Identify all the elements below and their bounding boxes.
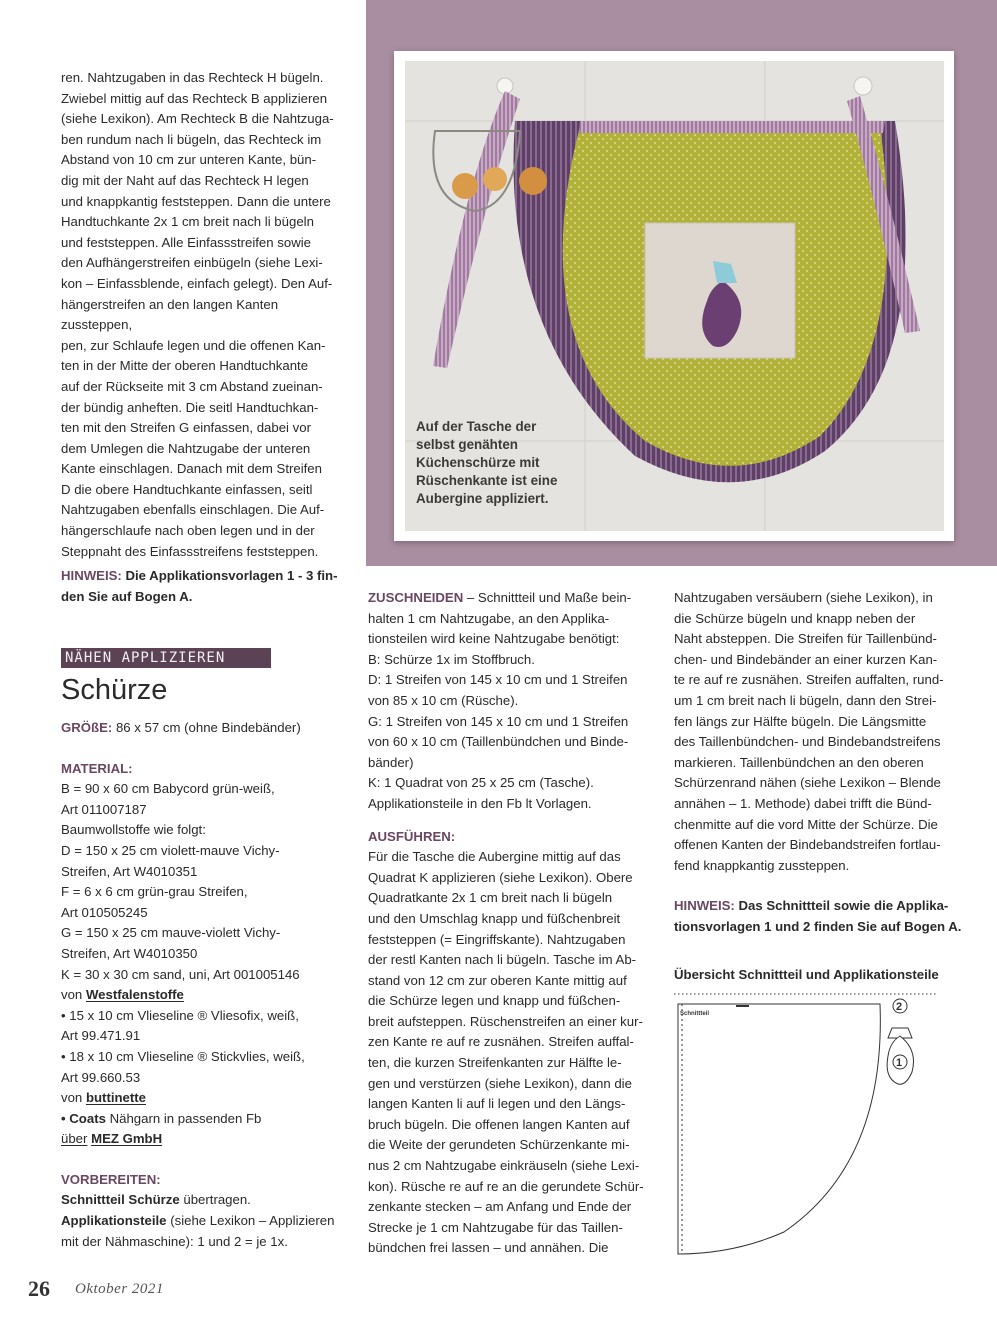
coats-brand: • Coats [61, 1110, 106, 1126]
zuschneiden-line-0: – Schnittteil und Maße bein- [466, 590, 632, 605]
right-column [674, 588, 964, 938]
hinweis-right-line2: tionsvorlagen 1 und 2 finden Sie auf Bogen A. [674, 918, 962, 934]
body-text-line: pen, zur Schlaufe legen und die offenen Kan- [61, 337, 326, 353]
zuschneiden-line: von 60 x 10 cm (Taillenbündchen und Binde- [368, 734, 629, 750]
ausfuehren-line: die Schürze legen und knapp und füßchen- [368, 993, 621, 1009]
zuschneiden-line: G: 1 Streifen von 145 x 10 cm und 1 Streifen [368, 713, 629, 729]
body-text-line: Naht absteppen. Die Streifen für Taillenbünd- [674, 631, 937, 647]
groesse-value: 86 x 57 cm (ohne Bindebänder) [115, 720, 301, 735]
material-line: K = 30 x 30 cm sand, uni, Art 001005146 [61, 966, 300, 982]
body-text-line: Zwiebel mittig auf das Rechteck B applizieren [61, 90, 328, 106]
body-text-line: um 1 cm breit nach li bügeln, dann den Strei- [674, 692, 937, 708]
zuschneiden-line: Applikationsteile in den Fb lt Vorlagen. [368, 795, 592, 811]
ausfuehren-line: langen Kanten li auf li legen und den Längs- [368, 1096, 626, 1112]
body-text-line: kon – Einfassblende, einfach gelegt). Den Auf- [61, 275, 333, 291]
material-line: Baumwollstoffe wie folgt: [61, 822, 206, 838]
ausfuehren-line: zenkante stecken – am Anfang und Ende der [368, 1199, 632, 1215]
hinweis-left-line1: Die Applikationsvorlagen 1 - 3 fin- [125, 568, 338, 583]
hinweis-left-label: HINWEIS: [61, 568, 122, 583]
body-text-line: den Aufhängerstreifen einbügeln (siehe Lexi- [61, 255, 323, 271]
ausfuehren-line: Für die Tasche die Aubergine mittig auf das [368, 849, 621, 865]
material-line: G = 150 x 25 cm mauve-violett Vichy- [61, 925, 281, 941]
body-text-line: fen längs zur Hälfte bügeln. Die Längsmitte [674, 713, 927, 729]
body-text-line: auf der Rückseite mit 3 cm Abstand zueinan- [61, 378, 323, 394]
material-label: MATERIAL: [61, 760, 133, 776]
body-text-line: Schürzenrand nähen (siehe Lexikon – Blende [674, 775, 941, 791]
issue-date: Oktober 2021 [75, 1281, 164, 1297]
vorbereiten-line3: mit der Nähmaschine): 1 und 2 = je 1x. [61, 1233, 288, 1249]
ausfuehren-line: kon). Rüsche re auf re an die gerundete Schür- [368, 1178, 644, 1194]
material-line: D = 150 x 25 cm violett-mauve Vichy- [61, 842, 280, 858]
body-text-line: chen- und Bindebänder an einer kurzen Kan- [674, 651, 938, 667]
ausfuehren-label: AUSFÜHREN: [368, 828, 456, 844]
body-text-line: ten mit den Streifen G einfassen, dabei vor [61, 420, 311, 436]
body-text-line: des Taillenbündchen- und Bindebandstreifens [674, 734, 941, 750]
body-text-line: Nahtzugaben ebenfalls einschlagen. Die Auf- [61, 502, 325, 518]
body-text-line: Handtuchkante 2x 1 cm breit nach li bügeln [61, 214, 314, 230]
ausfuehren-line: breit aufsteppen. Rüschenstreifen an einer kur- [368, 1013, 643, 1029]
material-line: Art 99.471.91 [61, 1028, 141, 1044]
page-title: Schürze [61, 674, 168, 706]
groesse-label: GRÖßE: [61, 720, 113, 735]
body-text-line: annähen – 1. Methode) dabei trifft die Bünd- [674, 795, 932, 811]
zuschneiden-line: tionsteilen wird keine Nahtzugabe benötigt: [368, 631, 620, 647]
section-kicker: NÄHEN APPLIZIEREN [61, 648, 271, 668]
body-text-line: ten in der Mitte der oberen Handtuchkante [61, 358, 309, 374]
material-line: Art 010505245 [61, 904, 148, 920]
material-line: Streifen, Art W4010350 [61, 945, 198, 961]
body-text-line: D die obere Handtuchkante einfassen, seitl [61, 481, 313, 497]
ausfuehren-line: feststeppen (= Eingriffskante). Nahtzugaben [368, 931, 626, 947]
material-line: • 15 x 10 cm Vlieseline ® Vliesofix, weiß, [61, 1007, 299, 1023]
body-text-line: fend knappkantig zussteppen. [674, 857, 850, 873]
material-lines-2 [61, 1006, 351, 1088]
ausfuehren-line: stand von 12 cm zur oberen Kante mittig auf [368, 972, 627, 988]
supplier3-prefix: über [61, 1131, 88, 1147]
body-text-line: hängerstreifen an den langen Kanten zussteppen, [61, 296, 279, 333]
waistband [579, 121, 885, 133]
material-line: F = 6 x 6 cm grün-grau Streifen, [61, 884, 248, 900]
ausfuehren-line: Quadrat K applizieren (siehe Lexikon). Obere [368, 869, 633, 885]
vorbereiten-line2-bold: Applikationsteile [61, 1213, 167, 1229]
left-text-column [61, 68, 351, 562]
material-line: • 18 x 10 cm Vlieseline ® Stickvlies, weiß, [61, 1048, 305, 1064]
photo-caption: Auf der Tasche der selbst genähten Küchenschürze mit Rüschenkante ist eine Aubergine appliziert. [416, 419, 558, 506]
body-text-line: Abstand von 10 cm zur unteren Kante, bün- [61, 152, 317, 168]
body-text-line: Kante einschlagen. Danach mit dem Streifen [61, 461, 322, 477]
supplier2-prefix: von [61, 1090, 83, 1106]
zuschneiden-line: von 85 x 10 cm (Rüsche). [368, 692, 519, 708]
material-line: Art 011007187 [61, 801, 147, 817]
material-line: Streifen, Art W4010351 [61, 863, 198, 879]
supplier1-prefix: von [61, 987, 83, 1003]
vorbereiten-line2-rest: (siehe Lexikon – Applizieren [170, 1213, 335, 1229]
pattern-piece-outline [678, 1004, 880, 1254]
body-text-line: ben rundum nach li bügeln, das Rechteck im [61, 131, 322, 147]
supplier2-name: buttinette [85, 1090, 147, 1106]
body-text-line: und knappkantig feststeppen. Dann die untere [61, 193, 331, 209]
hinweis-right-line1: Das Schnittteil sowie die Applika- [738, 898, 949, 914]
material-lines [61, 779, 351, 985]
supplier3-name: MEZ GmbH [91, 1131, 163, 1147]
onion [519, 167, 547, 195]
applique-2-number: 2 [896, 1001, 903, 1013]
coats-text: Nähgarn in passenden Fb [109, 1110, 262, 1126]
hinweis-right-label: HINWEIS: [674, 898, 735, 914]
body-text-line: te re auf re zusnähen. Streifen auffalten, rund- [674, 672, 944, 688]
zuschneiden-line: B: Schürze 1x im Stoffbruch. [368, 651, 535, 667]
overview-title: Übersicht Schnittteil und Applikationsteile [674, 967, 939, 982]
body-text-line: markieren. Taillenbündchen an den oberen [674, 754, 924, 770]
hinweis-left-line2: den Sie auf Bogen A. [61, 588, 193, 604]
zuschneiden-lines [368, 609, 658, 815]
right-text-lines [674, 588, 964, 876]
ausfuehren-line: gen und verstürzen (siehe Lexikon), dann die [368, 1075, 632, 1091]
ausfuehren-line: und den Umschlag knapp und füßchenbreit [368, 910, 621, 926]
body-text-line: Steppnaht des Einfassstreifens feststeppen. [61, 543, 319, 559]
hook-right [854, 77, 872, 95]
zuschneiden-line: halten 1 cm Nahtzugabe, an den Applika- [368, 610, 610, 626]
left-text-lines [61, 68, 351, 562]
supplier1-name: Westfalenstoffe [85, 987, 184, 1003]
zuschneiden-line: bänder) [368, 754, 414, 770]
zuschneiden-line: D: 1 Streifen von 145 x 10 cm und 1 Streifen [368, 672, 628, 688]
material-line: B = 90 x 60 cm Babycord grün-weiß, [61, 781, 275, 797]
body-text-line: offenen Kanten der Bindebandstreifen fortlau- [674, 837, 941, 853]
ausfuehren-line: Strecke je 1 cm Nahtzugabe für das Taillen- [368, 1219, 623, 1235]
ausfuehren-line: bruch bügeln. Die offenen langen Kanten auf [368, 1116, 630, 1132]
vorbereiten-label: VORBEREITEN: [61, 1171, 161, 1187]
onion [452, 173, 478, 199]
ausfuehren-line: Quadratkante 2x 1 cm breit nach li bügeln [368, 890, 613, 906]
body-text-line: dem Umlegen die Nahtzugabe der unteren [61, 440, 311, 456]
zuschneiden-label: ZUSCHNEIDEN [368, 590, 464, 605]
body-text-line: (siehe Lexikon). Am Rechteck B die Nahtzuga- [61, 111, 334, 127]
page-number: 26 [28, 1276, 50, 1301]
body-text-line: die Schürze bügeln und knapp neben der [674, 610, 916, 626]
pattern-overview-diagram [674, 992, 936, 1262]
body-text-line: und feststeppen. Alle Einfassstreifen sowie [61, 234, 311, 250]
ausfuehren-line: die Weite der gerundeten Schürzenkante mi- [368, 1137, 630, 1153]
body-text-line: hängerschlaufe nach oben legen und in der [61, 523, 315, 539]
onion [483, 167, 507, 191]
body-text-line: Nahtzugaben versäubern (siehe Lexikon), in [674, 590, 933, 605]
body-text-line: chenmitte auf die vord Mitte der Schürze. Die [674, 816, 938, 832]
ausfuehren-line: der restl Kanten nach li bügeln. Tasche im Ab- [368, 952, 637, 968]
middle-column [368, 588, 658, 1259]
ausfuehren-line: ten, die kurzen Streifenkanten zur Hälfte le- [368, 1055, 622, 1071]
ausfuehren-line: zen Kante re auf re zusnähen. Streifen auffal- [368, 1034, 634, 1050]
hinweis-left [61, 566, 351, 607]
zuschneiden-line: K: 1 Quadrat von 25 x 25 cm (Tasche). [368, 775, 594, 791]
pattern-piece-label: Schnittteil [680, 1011, 710, 1017]
ausfuehren-line: bündchen frei lassen – und annähen. Die [368, 1240, 609, 1256]
body-text-line: dig mit der Naht auf das Rechteck H legen [61, 172, 309, 188]
material-line: Art 99.660.53 [61, 1069, 141, 1085]
ausfuehren-lines [368, 847, 658, 1259]
vorbereiten-line1-rest: übertragen. [183, 1192, 251, 1208]
applique-1-number: 1 [896, 1057, 903, 1069]
material-block [61, 718, 351, 1252]
vorbereiten-line1-bold: Schnittteil Schürze [61, 1192, 180, 1208]
ausfuehren-line: nus 2 cm Nahtzugabe einkräuseln (siehe Lexi- [368, 1158, 640, 1174]
body-text-line: ren. Nahtzugaben in das Rechteck H bügeln. [61, 70, 324, 85]
body-text-line: der bündig anheften. Die seitl Handtuchkan- [61, 399, 319, 415]
